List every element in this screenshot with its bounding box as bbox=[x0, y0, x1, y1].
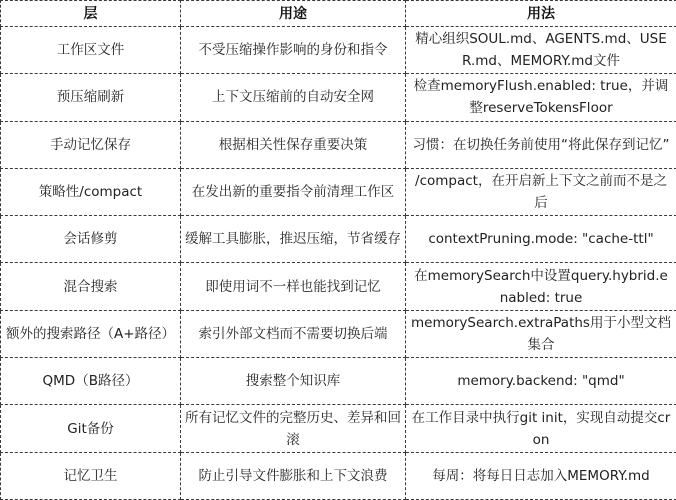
cell-purpose: 根据相关性保存重要决策 bbox=[181, 121, 406, 168]
cell-usage: 每周：将每日日志加入MEMORY.md bbox=[406, 452, 676, 499]
cell-layer: 工作区文件 bbox=[1, 27, 181, 74]
table-row bbox=[1, 310, 676, 357]
cell-usage: contextPruning.mode: "cache-ttl" bbox=[406, 216, 676, 263]
cell-layer: 额外的搜索路径（A+路径） bbox=[1, 310, 181, 357]
cell-purpose: 所有记忆文件的完整历史、差异和回滚 bbox=[181, 405, 406, 452]
cell-usage: 习惯：在切换任务前使用“将此保存到记忆” bbox=[406, 121, 676, 168]
header-layer: 层 bbox=[1, 1, 181, 27]
cell-usage: /compact，在开启新上下文之前而不是之后 bbox=[406, 168, 676, 215]
table-row bbox=[1, 168, 676, 215]
cell-layer: 记忆卫生 bbox=[1, 452, 181, 499]
header-purpose: 用途 bbox=[181, 1, 406, 27]
cell-purpose: 防止引导文件膨胀和上下文浪费 bbox=[181, 452, 406, 499]
cell-purpose: 在发出新的重要指令前清理工作区 bbox=[181, 168, 406, 215]
cell-purpose: 上下文压缩前的自动安全网 bbox=[181, 74, 406, 121]
cell-purpose: 缓解工具膨胀，推迟压缩，节省缓存 bbox=[181, 216, 406, 263]
cell-purpose: 搜索整个知识库 bbox=[181, 358, 406, 405]
table-row bbox=[1, 358, 676, 405]
table-header-row bbox=[1, 1, 676, 27]
cell-purpose: 索引外部文档而不需要切换后端 bbox=[181, 310, 406, 357]
cell-usage: 精心组织SOUL.md、AGENTS.md、USER.md、MEMORY.md文件 bbox=[406, 27, 676, 74]
table-row bbox=[1, 121, 676, 168]
table-row bbox=[1, 216, 676, 263]
cell-layer: 会话修剪 bbox=[1, 216, 181, 263]
cell-usage: memorySearch.extraPaths用于小型文档集合 bbox=[406, 310, 676, 357]
cell-layer: Git备份 bbox=[1, 405, 181, 452]
table-row bbox=[1, 263, 676, 310]
cell-layer: 策略性/compact bbox=[1, 168, 181, 215]
cell-usage: 检查memoryFlush.enabled: true，并调整reserveTokensFloor bbox=[406, 74, 676, 121]
cell-usage: memory.backend: "qmd" bbox=[406, 358, 676, 405]
cell-purpose: 不受压缩操作影响的身份和指令 bbox=[181, 27, 406, 74]
cell-usage: 在memorySearch中设置query.hybrid.enabled: true bbox=[406, 263, 676, 310]
cell-purpose: 即使用词不一样也能找到记忆 bbox=[181, 263, 406, 310]
cell-layer: 混合搜索 bbox=[1, 263, 181, 310]
table-row bbox=[1, 452, 676, 499]
table-row bbox=[1, 27, 676, 74]
cell-layer: 手动记忆保存 bbox=[1, 121, 181, 168]
cell-layer: QMD（B路径） bbox=[1, 358, 181, 405]
header-usage: 用法 bbox=[406, 1, 676, 27]
cell-usage: 在工作目录中执行git init，实现自动提交cron bbox=[406, 405, 676, 452]
table-row bbox=[1, 405, 676, 452]
cell-layer: 预压缩刷新 bbox=[1, 74, 181, 121]
table-row bbox=[1, 74, 676, 121]
